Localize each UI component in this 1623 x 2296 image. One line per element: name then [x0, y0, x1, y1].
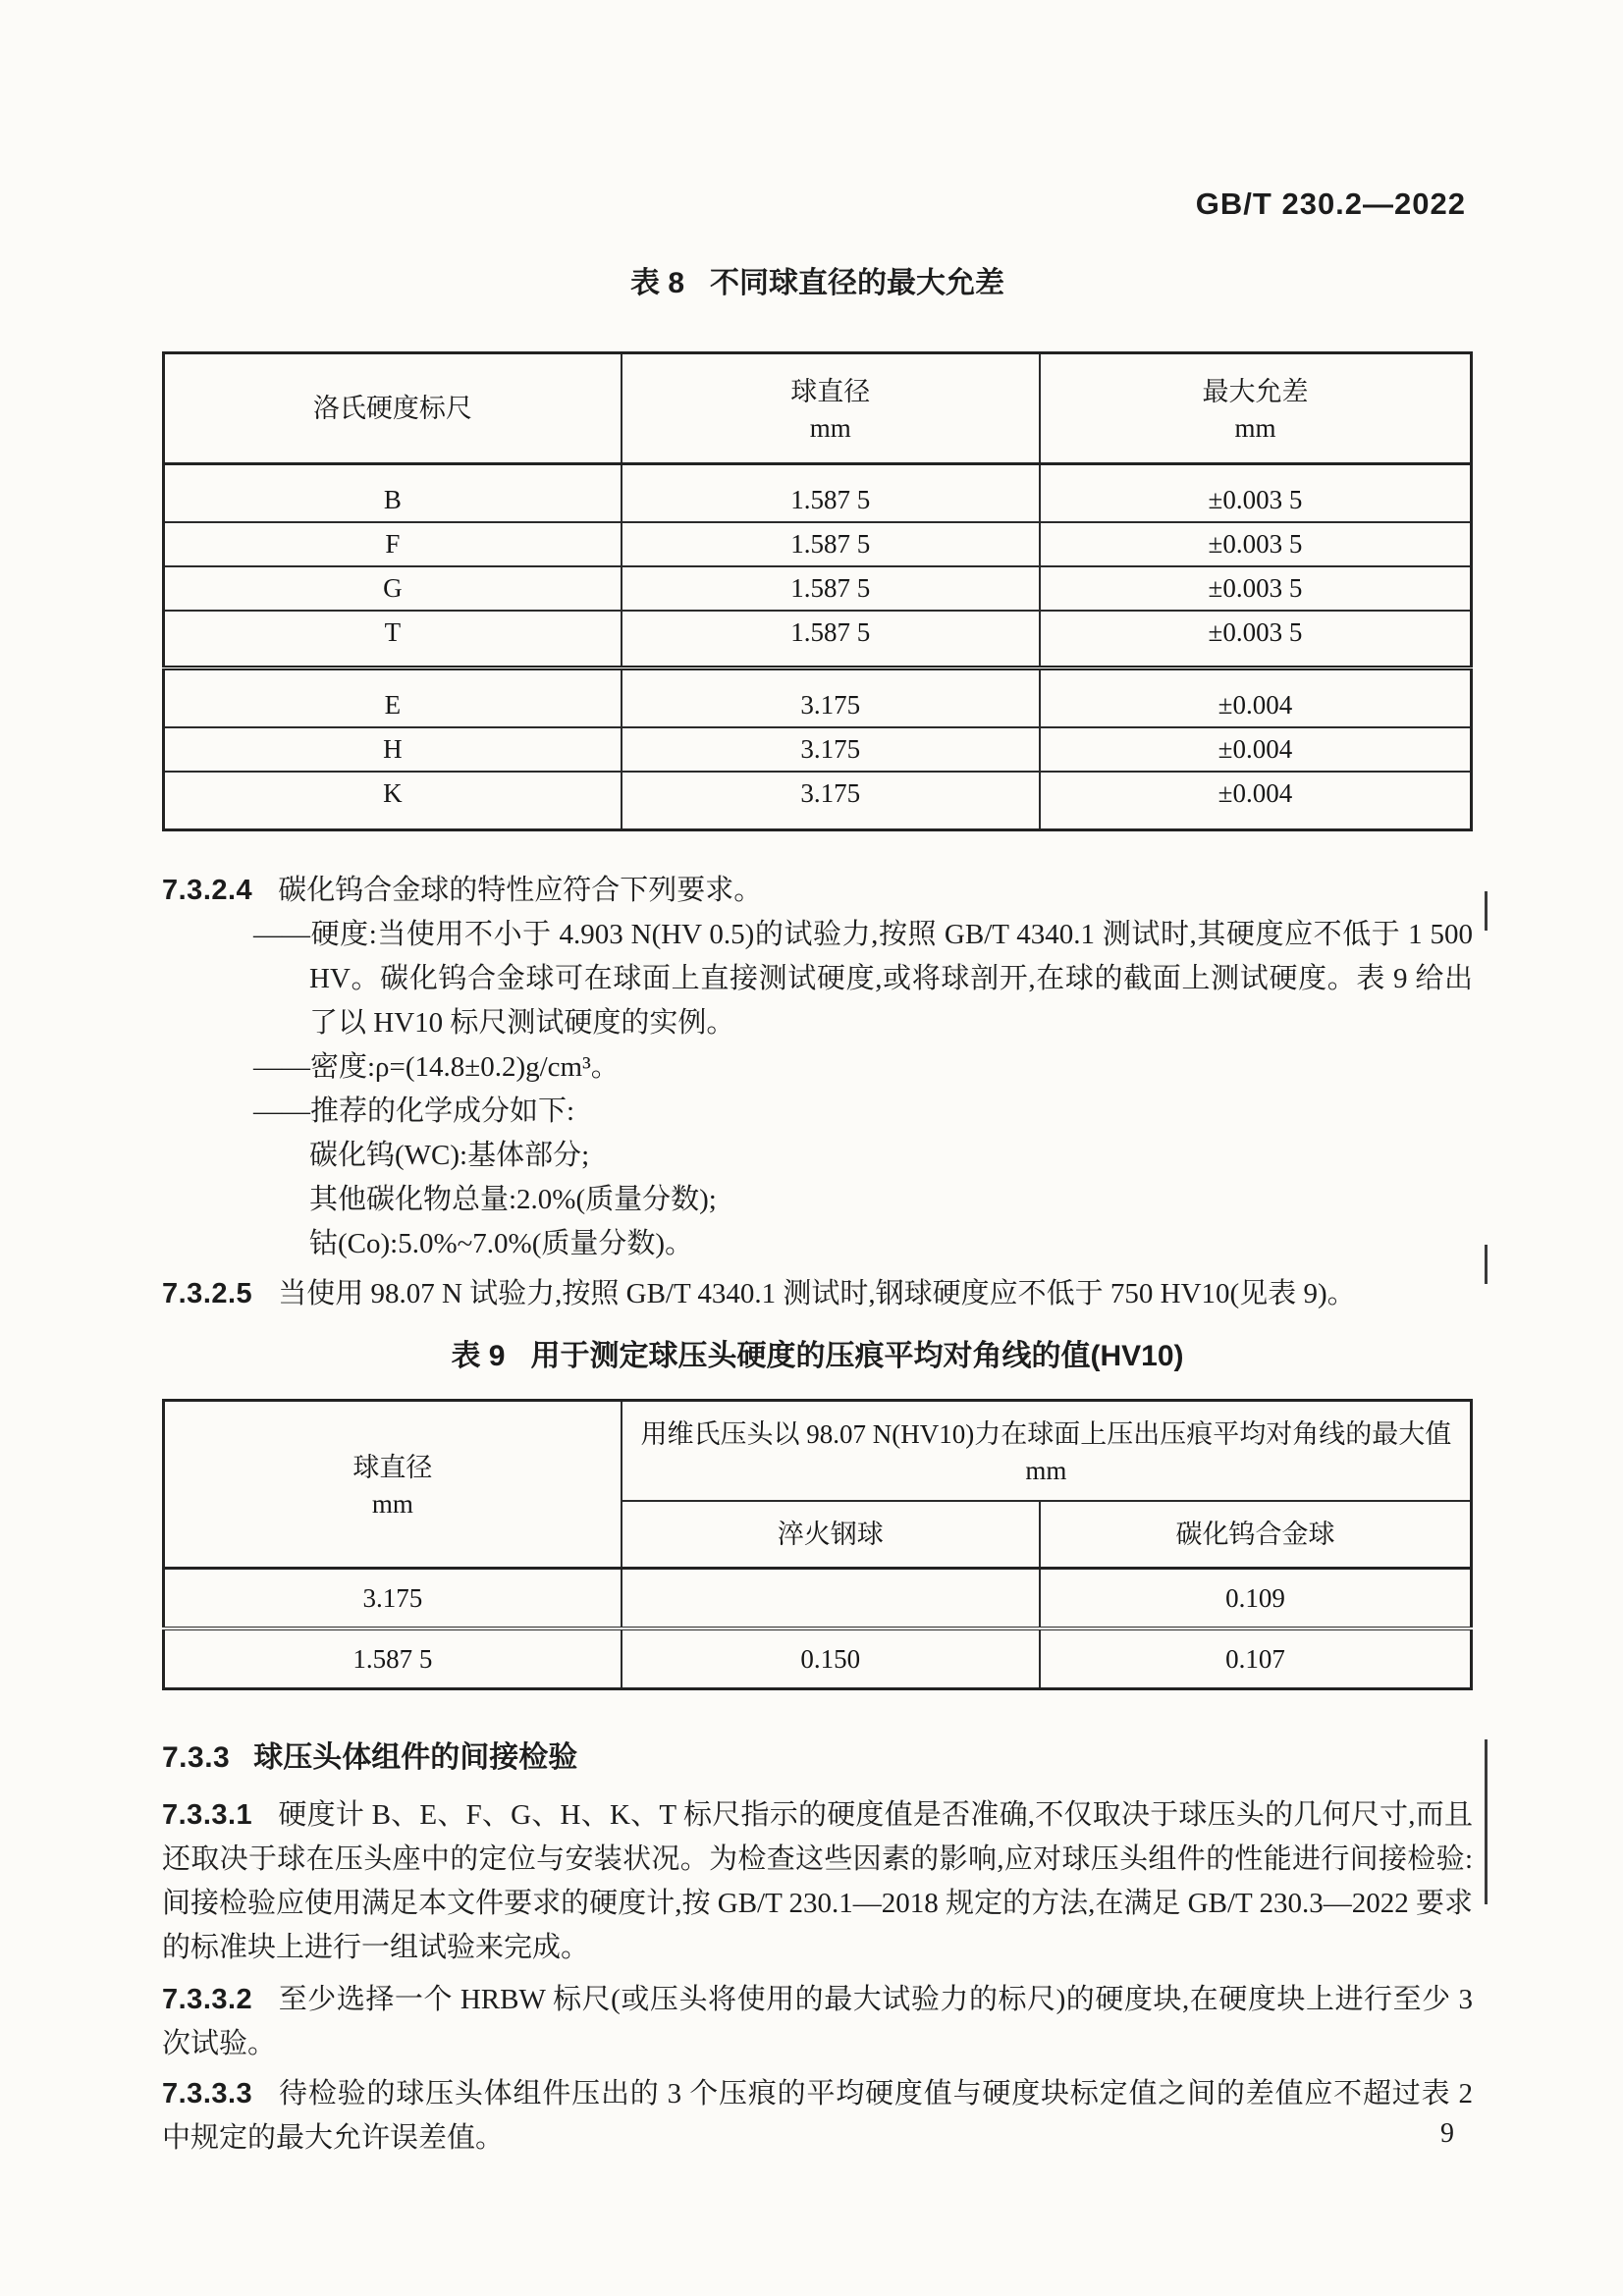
- cell-diameter: 3.175: [622, 668, 1040, 728]
- standard-number: GB/T 230.2—2022: [1195, 187, 1466, 221]
- table9-col-diameter: [164, 1401, 622, 1569]
- table9-span-header: [622, 1401, 1472, 1502]
- chemistry-line: 其他碳化物总量:2.0%(质量分数);: [309, 1184, 717, 1215]
- table-row: [164, 522, 1472, 566]
- list-item-text: 密度:ρ=(14.8±0.2)g/cm³。: [310, 1051, 620, 1083]
- section-7-3-3-1: [162, 1793, 1473, 1970]
- table9-col-carbide: 碳化钨合金球: [1040, 1501, 1472, 1569]
- list-item-density: [162, 1045, 1473, 1090]
- table8: [162, 351, 1473, 831]
- cell-diameter: 3.175: [622, 727, 1040, 772]
- list-item-chemistry: [162, 1090, 1473, 1134]
- cell-tolerance: ±0.003 5: [1040, 464, 1472, 523]
- section-text: 硬度计 B、E、F、G、H、K、T 标尺指示的硬度值是否准确,不仅取决于球压头的几何尺寸,而且还取决于球在压头座中的定位与安装状况。为检查这些因素的影响,应对球压头组件的性能进行间接检验:间接检验应使用满足本文件要求的硬度计,按 GB/T 230.1—2018 规定的方法,在满足 GB/T 230.3—2022 要求的标准块上进行一组试验来完成。: [162, 1799, 1473, 1963]
- table9-caption: [162, 1340, 1473, 1373]
- table-row: [164, 611, 1472, 668]
- cell-tolerance: ±0.004: [1040, 668, 1472, 728]
- cell-tolerance: ±0.003 5: [1040, 522, 1472, 566]
- table8-col-tolerance-label: 最大允差: [1202, 377, 1309, 406]
- table8-header-row: [164, 353, 1472, 464]
- table8-caption-title: 不同球直径的最大允差: [710, 267, 1005, 299]
- cell-diameter: 1.587 5: [164, 1629, 622, 1689]
- section-number: 7.3.3.2: [162, 1984, 253, 2015]
- table8-caption-label: 表 8: [629, 267, 685, 299]
- dash-marker: ——: [253, 1051, 310, 1083]
- list-item-text: 硬度:当使用不小于 4.903 N(HV 0.5)的试验力,按照 GB/T 4340.1 测试时,其硬度应不低于 1 500 HV。碳化钨合金球可在球面上直接测试硬度,或将球剖开,在球的截面上测试硬度。表 9 给出了以 HV10 标尺测试硬度的实例。: [309, 919, 1473, 1039]
- section-text: 碳化钨合金球的特性应符合下列要求。: [278, 875, 763, 906]
- cell-diameter: 1.587 5: [622, 566, 1040, 611]
- chemistry-line: 碳化钨(WC):基体部分;: [309, 1140, 590, 1171]
- section-number: 7.3.3.1: [162, 1799, 253, 1831]
- cell-scale: T: [164, 611, 622, 668]
- table8-col-diameter-label: 球直径: [790, 377, 871, 406]
- cell-diameter: 1.587 5: [622, 611, 1040, 668]
- change-bar: [1485, 1245, 1488, 1284]
- section-title: 球压头体组件的间接检验: [253, 1741, 578, 1774]
- table9-diameter-label: 球直径: [352, 1453, 433, 1482]
- table8-col-scale: [164, 353, 622, 464]
- dash-marker: ——: [253, 919, 310, 950]
- cell-scale: B: [164, 464, 622, 523]
- table-row: [164, 668, 1472, 728]
- cell-tolerance: ±0.004: [1040, 727, 1472, 772]
- chemistry-line: 钴(Co):5.0%~7.0%(质量分数)。: [309, 1228, 694, 1259]
- table9-span-header-row: [164, 1401, 1472, 1502]
- table9-diameter-unit: mm: [371, 1489, 413, 1519]
- cell-diameter: 3.175: [622, 772, 1040, 830]
- section-number: 7.3.3: [162, 1741, 231, 1774]
- cell-diameter: 1.587 5: [622, 522, 1040, 566]
- page-number: 9: [1440, 2118, 1454, 2149]
- table-row: [164, 464, 1472, 523]
- table9-caption-label: 表 9: [451, 1340, 506, 1372]
- list-item-text: 推荐的化学成分如下:: [310, 1095, 575, 1127]
- cell-tolerance: ±0.003 5: [1040, 611, 1472, 668]
- section-7-3-3-heading: [162, 1735, 1473, 1780]
- change-bar: [1485, 891, 1488, 931]
- cell-scale: E: [164, 668, 622, 728]
- cell-diameter: 1.587 5: [622, 464, 1040, 523]
- section-7-3-2-5: [162, 1272, 1473, 1316]
- dash-marker: ——: [253, 1095, 310, 1127]
- table-row: [164, 772, 1472, 830]
- cell-tolerance: ±0.003 5: [1040, 566, 1472, 611]
- table8-col-tolerance-unit: mm: [1234, 413, 1276, 443]
- section-number: 7.3.2.5: [162, 1278, 253, 1309]
- section-7-3-2-4: [162, 869, 1473, 913]
- change-bar: [1485, 1739, 1488, 1904]
- cell-quenched-steel: [622, 1569, 1040, 1629]
- table9-span-header-unit: mm: [1025, 1456, 1067, 1485]
- cell-scale: F: [164, 522, 622, 566]
- section-7-3-3-3: [162, 2072, 1473, 2161]
- section-text: 至少选择一个 HRBW 标尺(或压头将使用的最大试验力的标尺)的硬度块,在硬度块上进行至少 3 次试验。: [162, 1984, 1473, 2059]
- cell-scale: K: [164, 772, 622, 830]
- cell-carbide: 0.107: [1040, 1629, 1472, 1689]
- list-item-hardness: [162, 913, 1473, 1045]
- table-row: [164, 1569, 1472, 1629]
- cell-scale: G: [164, 566, 622, 611]
- cell-tolerance: ±0.004: [1040, 772, 1472, 830]
- table8-col-scale-label: 洛氏硬度标尺: [312, 394, 472, 423]
- cell-diameter: 3.175: [164, 1569, 622, 1629]
- table8-col-tolerance: [1040, 353, 1472, 464]
- cell-carbide: 0.109: [1040, 1569, 1472, 1629]
- table9-span-header-label: 用维氏压头以 98.07 N(HV10)力在球面上压出压痕平均对角线的最大值: [640, 1419, 1452, 1449]
- section-number: 7.3.3.3: [162, 2078, 253, 2109]
- cell-scale: H: [164, 727, 622, 772]
- section-number: 7.3.2.4: [162, 875, 253, 906]
- section-7-3-3-2: [162, 1978, 1473, 2066]
- table9-col-quenched-steel: 淬火钢球: [622, 1501, 1040, 1569]
- section-text: 待检验的球压头体组件压出的 3 个压痕的平均硬度值与硬度块标定值之间的差值应不超过表 2 中规定的最大允许误差值。: [162, 2078, 1473, 2154]
- cell-quenched-steel: 0.150: [622, 1629, 1040, 1689]
- table8-col-diameter: [622, 353, 1040, 464]
- table8-caption: [162, 267, 1473, 300]
- table9: [162, 1399, 1473, 1690]
- table-row: [164, 566, 1472, 611]
- table9-caption-title: 用于测定球压头硬度的压痕平均对角线的值(HV10): [530, 1340, 1184, 1372]
- page-content: [162, 0, 1473, 2161]
- table-row: [164, 727, 1472, 772]
- section-text: 当使用 98.07 N 试验力,按照 GB/T 4340.1 测试时,钢球硬度应不低于 750 HV10(见表 9)。: [278, 1278, 1356, 1309]
- table-row: [164, 1629, 1472, 1689]
- table8-col-diameter-unit: mm: [809, 413, 851, 443]
